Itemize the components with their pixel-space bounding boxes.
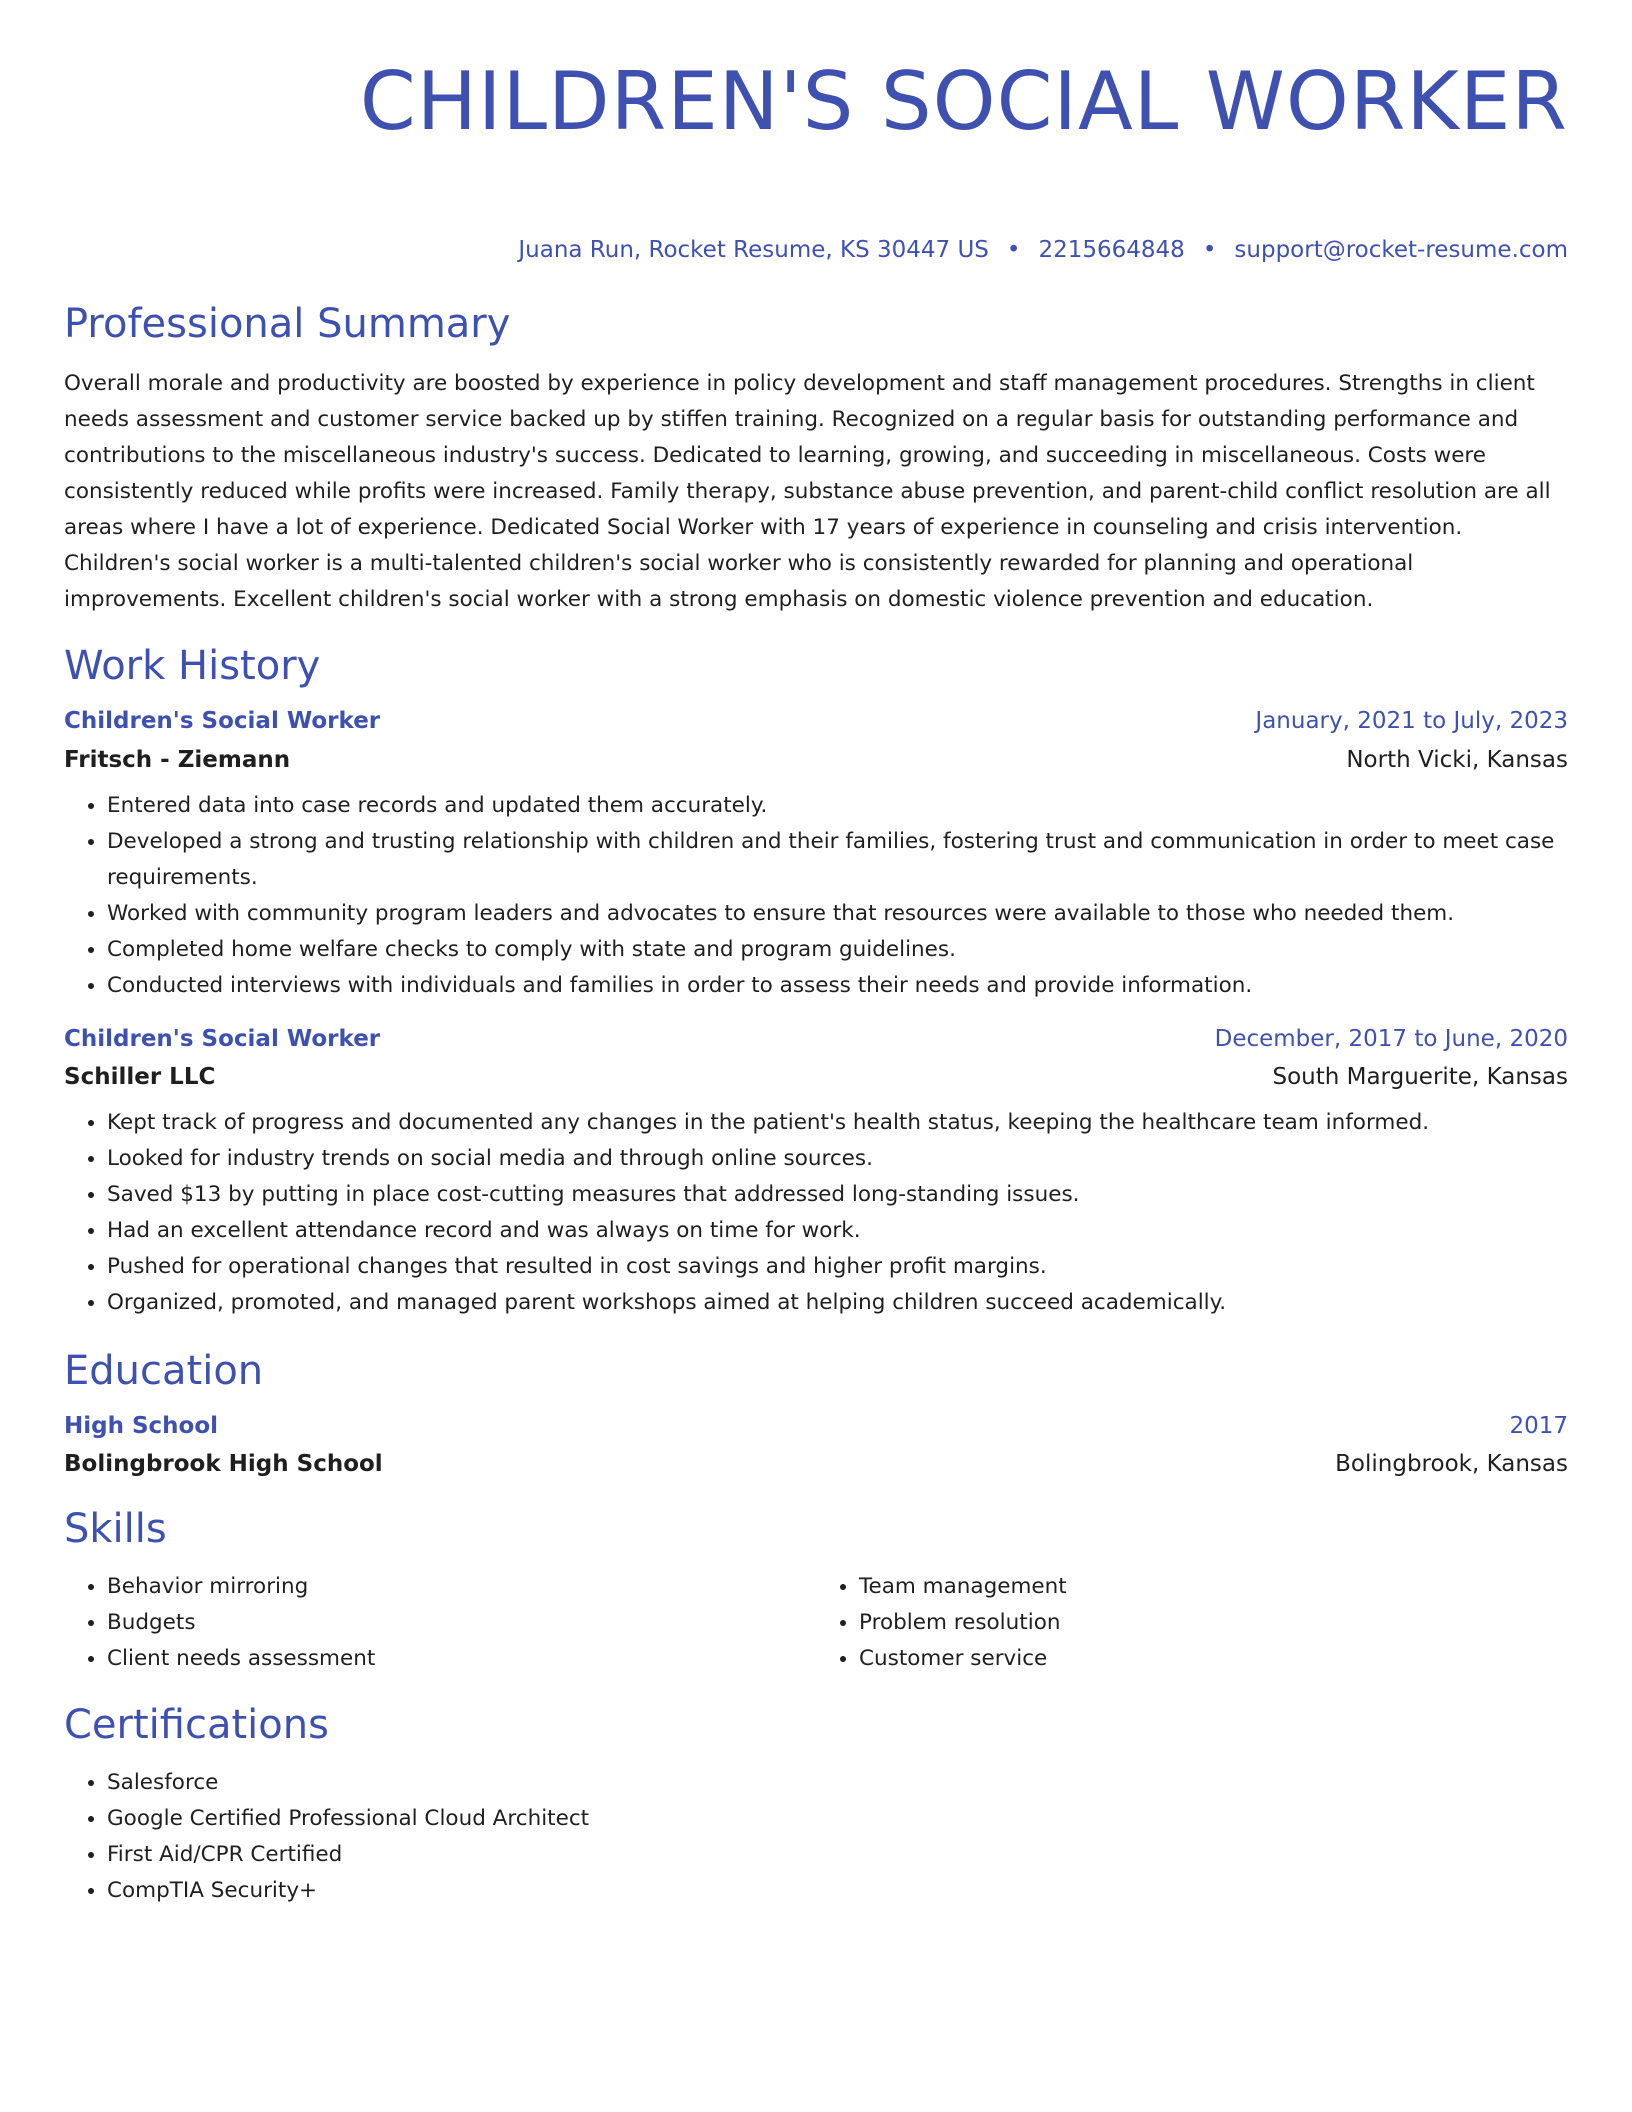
education-school-row bbox=[64, 1449, 1568, 1479]
job-bullet: • Had an excellent attendance record and was always on time for work. bbox=[107, 1213, 1568, 1249]
job-location: North Vicki, Kansas bbox=[1346, 747, 1568, 773]
job-bullets bbox=[64, 788, 1568, 1004]
job-company-row bbox=[64, 1062, 1568, 1092]
resume-title: CHILDREN'S SOCIAL WORKER bbox=[359, 55, 1568, 148]
job-dates: January, 2021 to July, 2023 bbox=[1255, 708, 1568, 734]
job-bullet: • Conducted interviews with individuals and families in order to assess their needs and provide information. bbox=[107, 968, 1568, 1004]
contact-separator: • bbox=[1202, 237, 1217, 263]
education-heading: Education bbox=[64, 1348, 264, 1394]
job-bullet: • Kept track of progress and documented any changes in the patient's health status, keeping the healthcare team informed. bbox=[107, 1105, 1568, 1141]
skill-item: • Behavior mirroring bbox=[107, 1569, 816, 1605]
certification-item: • Google Certified Professional Cloud Architect bbox=[107, 1801, 1568, 1837]
education-header-row bbox=[64, 1411, 1568, 1441]
job-bullet: • Completed home welfare checks to comply with state and program guidelines. bbox=[107, 932, 1568, 968]
job-company: Schiller LLC bbox=[64, 1064, 216, 1090]
summary-heading: Professional Summary bbox=[64, 301, 511, 347]
job-bullet: • Organized, promoted, and managed parent workshops aimed at helping children succeed academically. bbox=[107, 1285, 1568, 1321]
job-header-row bbox=[64, 1024, 1568, 1054]
skill-item: • Customer service bbox=[859, 1641, 1568, 1677]
skill-item: • Team management bbox=[859, 1569, 1568, 1605]
certification-item: • First Aid/CPR Certified bbox=[107, 1837, 1568, 1873]
contact-separator: • bbox=[1006, 237, 1021, 263]
job-bullet: • Entered data into case records and updated them accurately. bbox=[107, 788, 1568, 824]
education-entry bbox=[64, 1411, 1568, 1479]
skills-heading: Skills bbox=[64, 1506, 167, 1552]
job-title: Children's Social Worker bbox=[64, 1026, 381, 1052]
job-bullet: • Looked for industry trends on social media and through online sources. bbox=[107, 1141, 1568, 1177]
certifications-list bbox=[64, 1765, 1568, 1909]
job-bullet: • Developed a strong and trusting relationship with children and their families, fostering trust and communication in order to meet case requirements. bbox=[107, 824, 1568, 896]
contact-email[interactable]: support@rocket-resume.com bbox=[1234, 237, 1568, 263]
certification-item: • Salesforce bbox=[107, 1765, 1568, 1801]
skills-list-right bbox=[816, 1569, 1568, 1677]
skill-item: • Problem resolution bbox=[859, 1605, 1568, 1641]
skills-list-left bbox=[64, 1569, 816, 1677]
job-location: South Marguerite, Kansas bbox=[1272, 1064, 1568, 1090]
contact-phone: 2215664848 bbox=[1038, 237, 1185, 263]
job-entry bbox=[64, 706, 1568, 1004]
skills-grid bbox=[64, 1569, 1568, 1677]
work-history-heading: Work History bbox=[64, 643, 321, 689]
certification-item: • CompTIA Security+ bbox=[107, 1873, 1568, 1909]
skill-item: • Budgets bbox=[107, 1605, 816, 1641]
job-company: Fritsch - Ziemann bbox=[64, 747, 291, 773]
education-location: Bolingbrook, Kansas bbox=[1335, 1451, 1568, 1477]
skill-item: • Client needs assessment bbox=[107, 1641, 816, 1677]
job-bullet: • Pushed for operational changes that resulted in cost savings and higher profit margins. bbox=[107, 1249, 1568, 1285]
summary-text: Overall morale and productivity are boosted by experience in policy development and staff management procedures. Strengths in client needs assessment and customer service backed up by stiffen training. Recognized on a regular basis for outstanding performance and contributions to the miscellaneous industry's success. Dedicated to learning, growing, and succeeding in miscellaneous. Costs were consistently reduced while profits were increased. Family therapy, substance abuse prevention, and parent-child conflict resolution are all areas where I have a lot of experience. Dedicated Social Worker with 17 years of experience in counseling and crisis intervention. Children's social worker is a multi-talented children's social worker who is consistently rewarded for planning and operational improvements. Excellent children's social worker with a strong emphasis on domestic violence prevention and education. bbox=[64, 371, 1551, 612]
job-bullet: • Worked with community program leaders and advocates to ensure that resources were available to those who needed them. bbox=[107, 896, 1568, 932]
job-header-row bbox=[64, 706, 1568, 736]
job-bullets bbox=[64, 1105, 1568, 1321]
contact-line bbox=[64, 235, 1568, 265]
contact-address: Juana Run, Rocket Resume, KS 30447 US bbox=[518, 237, 989, 263]
job-bullet: • Saved $13 by putting in place cost-cutting measures that addressed long-standing issues. bbox=[107, 1177, 1568, 1213]
job-title: Children's Social Worker bbox=[64, 708, 381, 734]
job-entry bbox=[64, 1024, 1568, 1321]
job-company-row bbox=[64, 745, 1568, 775]
education-school: Bolingbrook High School bbox=[64, 1451, 383, 1477]
education-degree: High School bbox=[64, 1413, 219, 1439]
education-year: 2017 bbox=[1509, 1413, 1568, 1439]
certifications-heading: Certifications bbox=[64, 1702, 329, 1748]
job-dates: December, 2017 to June, 2020 bbox=[1214, 1026, 1568, 1052]
